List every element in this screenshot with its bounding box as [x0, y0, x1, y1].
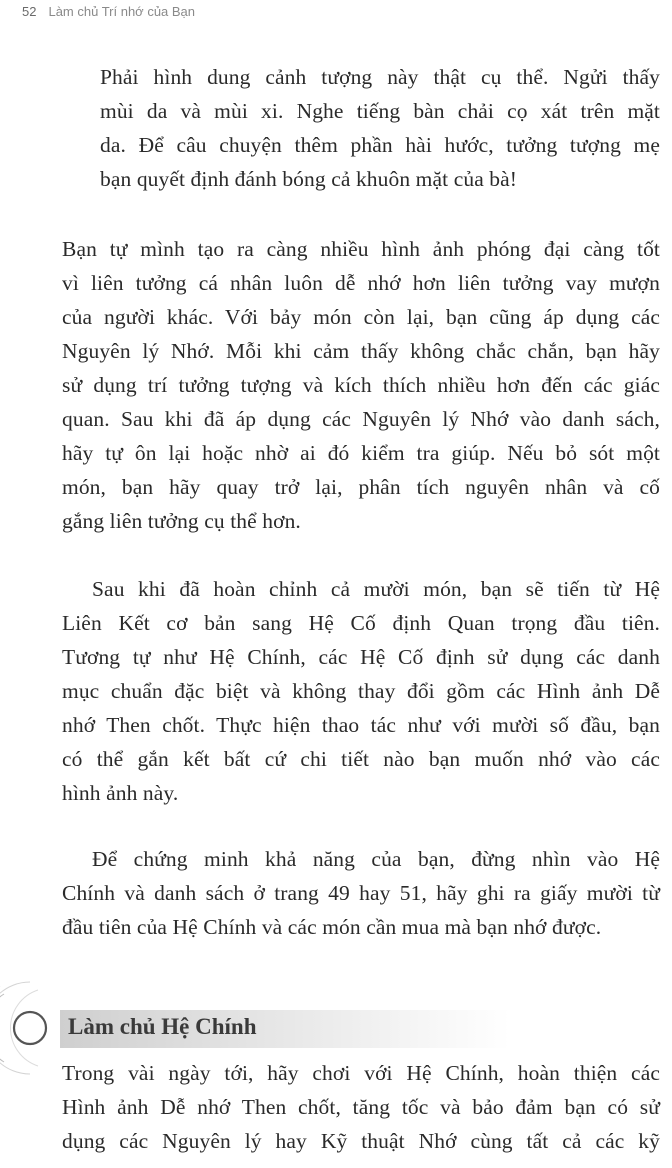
paragraph	[62, 572, 660, 810]
section-heading: Làm chủ Hệ Chính	[68, 1014, 257, 1039]
text-line: Liên Kết cơ bản sang Hệ Cố định Quan trọng đầu tiên.	[62, 611, 660, 635]
text-line: mục chuẩn đặc biệt và không thay đổi gồm các Hình ảnh Dễ	[62, 679, 660, 703]
book-title: Làm chủ Trí nhớ của Bạn	[48, 4, 196, 19]
text-line: Nguyên lý Nhớ. Mỗi khi cảm thấy không chắc chắn, bạn hãy	[62, 339, 660, 363]
text-line: gắng liên tưởng cụ thể hơn.	[62, 509, 301, 533]
text-line: hình ảnh này.	[62, 781, 179, 805]
text-line: da. Để câu chuyện thêm phần hài hước, tưởng tượng mẹ	[100, 133, 660, 157]
text-line: Trong vài ngày tới, hãy chơi với Hệ Chính, hoàn thiện các	[62, 1061, 660, 1085]
running-head	[22, 4, 195, 19]
text-line: Tương tự như Hệ Chính, các Hệ Cố định sử dụng các danh	[62, 645, 660, 669]
text-line: sử dụng trí tưởng tượng và kích thích nhiều hơn đến các giác	[62, 373, 660, 397]
paragraph	[62, 1056, 660, 1158]
text-line: dụng các Nguyên lý hay Kỹ thuật Nhớ cùng tất cả các kỹ	[62, 1129, 660, 1153]
text-line: có thể gắn kết bất cứ chi tiết nào bạn muốn nhớ vào các	[62, 747, 660, 771]
page-number: 52	[22, 4, 37, 19]
indented-passage	[100, 60, 660, 196]
text-line: vì liên tưởng cá nhân luôn dễ nhớ hơn liên tưởng vay mượn	[62, 271, 660, 295]
text-line: hãy tự ôn lại hoặc nhờ ai đó kiểm tra giúp. Nếu bỏ sót một	[62, 441, 660, 465]
text-line: món, bạn hãy quay trở lại, phân tích nguyên nhân và cố	[62, 475, 660, 499]
paragraph	[62, 232, 660, 538]
paragraph	[62, 842, 660, 944]
text-line: Bạn tự mình tạo ra càng nhiều hình ảnh phóng đại càng tốt	[62, 237, 660, 261]
text-line: bạn quyết định đánh bóng cả khuôn mặt của bà!	[100, 167, 518, 191]
text-line: Phải hình dung cảnh tượng này thật cụ thể. Ngửi thấy	[100, 65, 660, 89]
text-line: của người khác. Với bảy món còn lại, bạn cũng áp dụng các	[62, 305, 660, 329]
text-line: Để chứng minh khả năng của bạn, đừng nhìn vào Hệ	[92, 847, 660, 871]
text-line: Hình ảnh Dễ nhớ Then chốt, tăng tốc và bảo đảm bạn có sử	[62, 1095, 660, 1119]
text-line: Sau khi đã hoàn chỉnh cả mười món, bạn sẽ tiến từ Hệ	[92, 577, 660, 601]
text-line: Chính và danh sách ở trang 49 hay 51, hãy ghi ra giấy mười từ	[62, 881, 660, 905]
text-line: nhớ Then chốt. Thực hiện thao tác như với mười số đầu, bạn	[62, 713, 660, 737]
text-line: mùi da và mùi xi. Nghe tiếng bàn chải cọ xát trên mặt	[100, 99, 660, 123]
text-line: đầu tiên của Hệ Chính và các món cần mua mà bạn nhớ được.	[62, 915, 602, 939]
text-line: quan. Sau khi đã áp dụng các Nguyên lý Nhớ vào danh sách,	[62, 407, 660, 431]
